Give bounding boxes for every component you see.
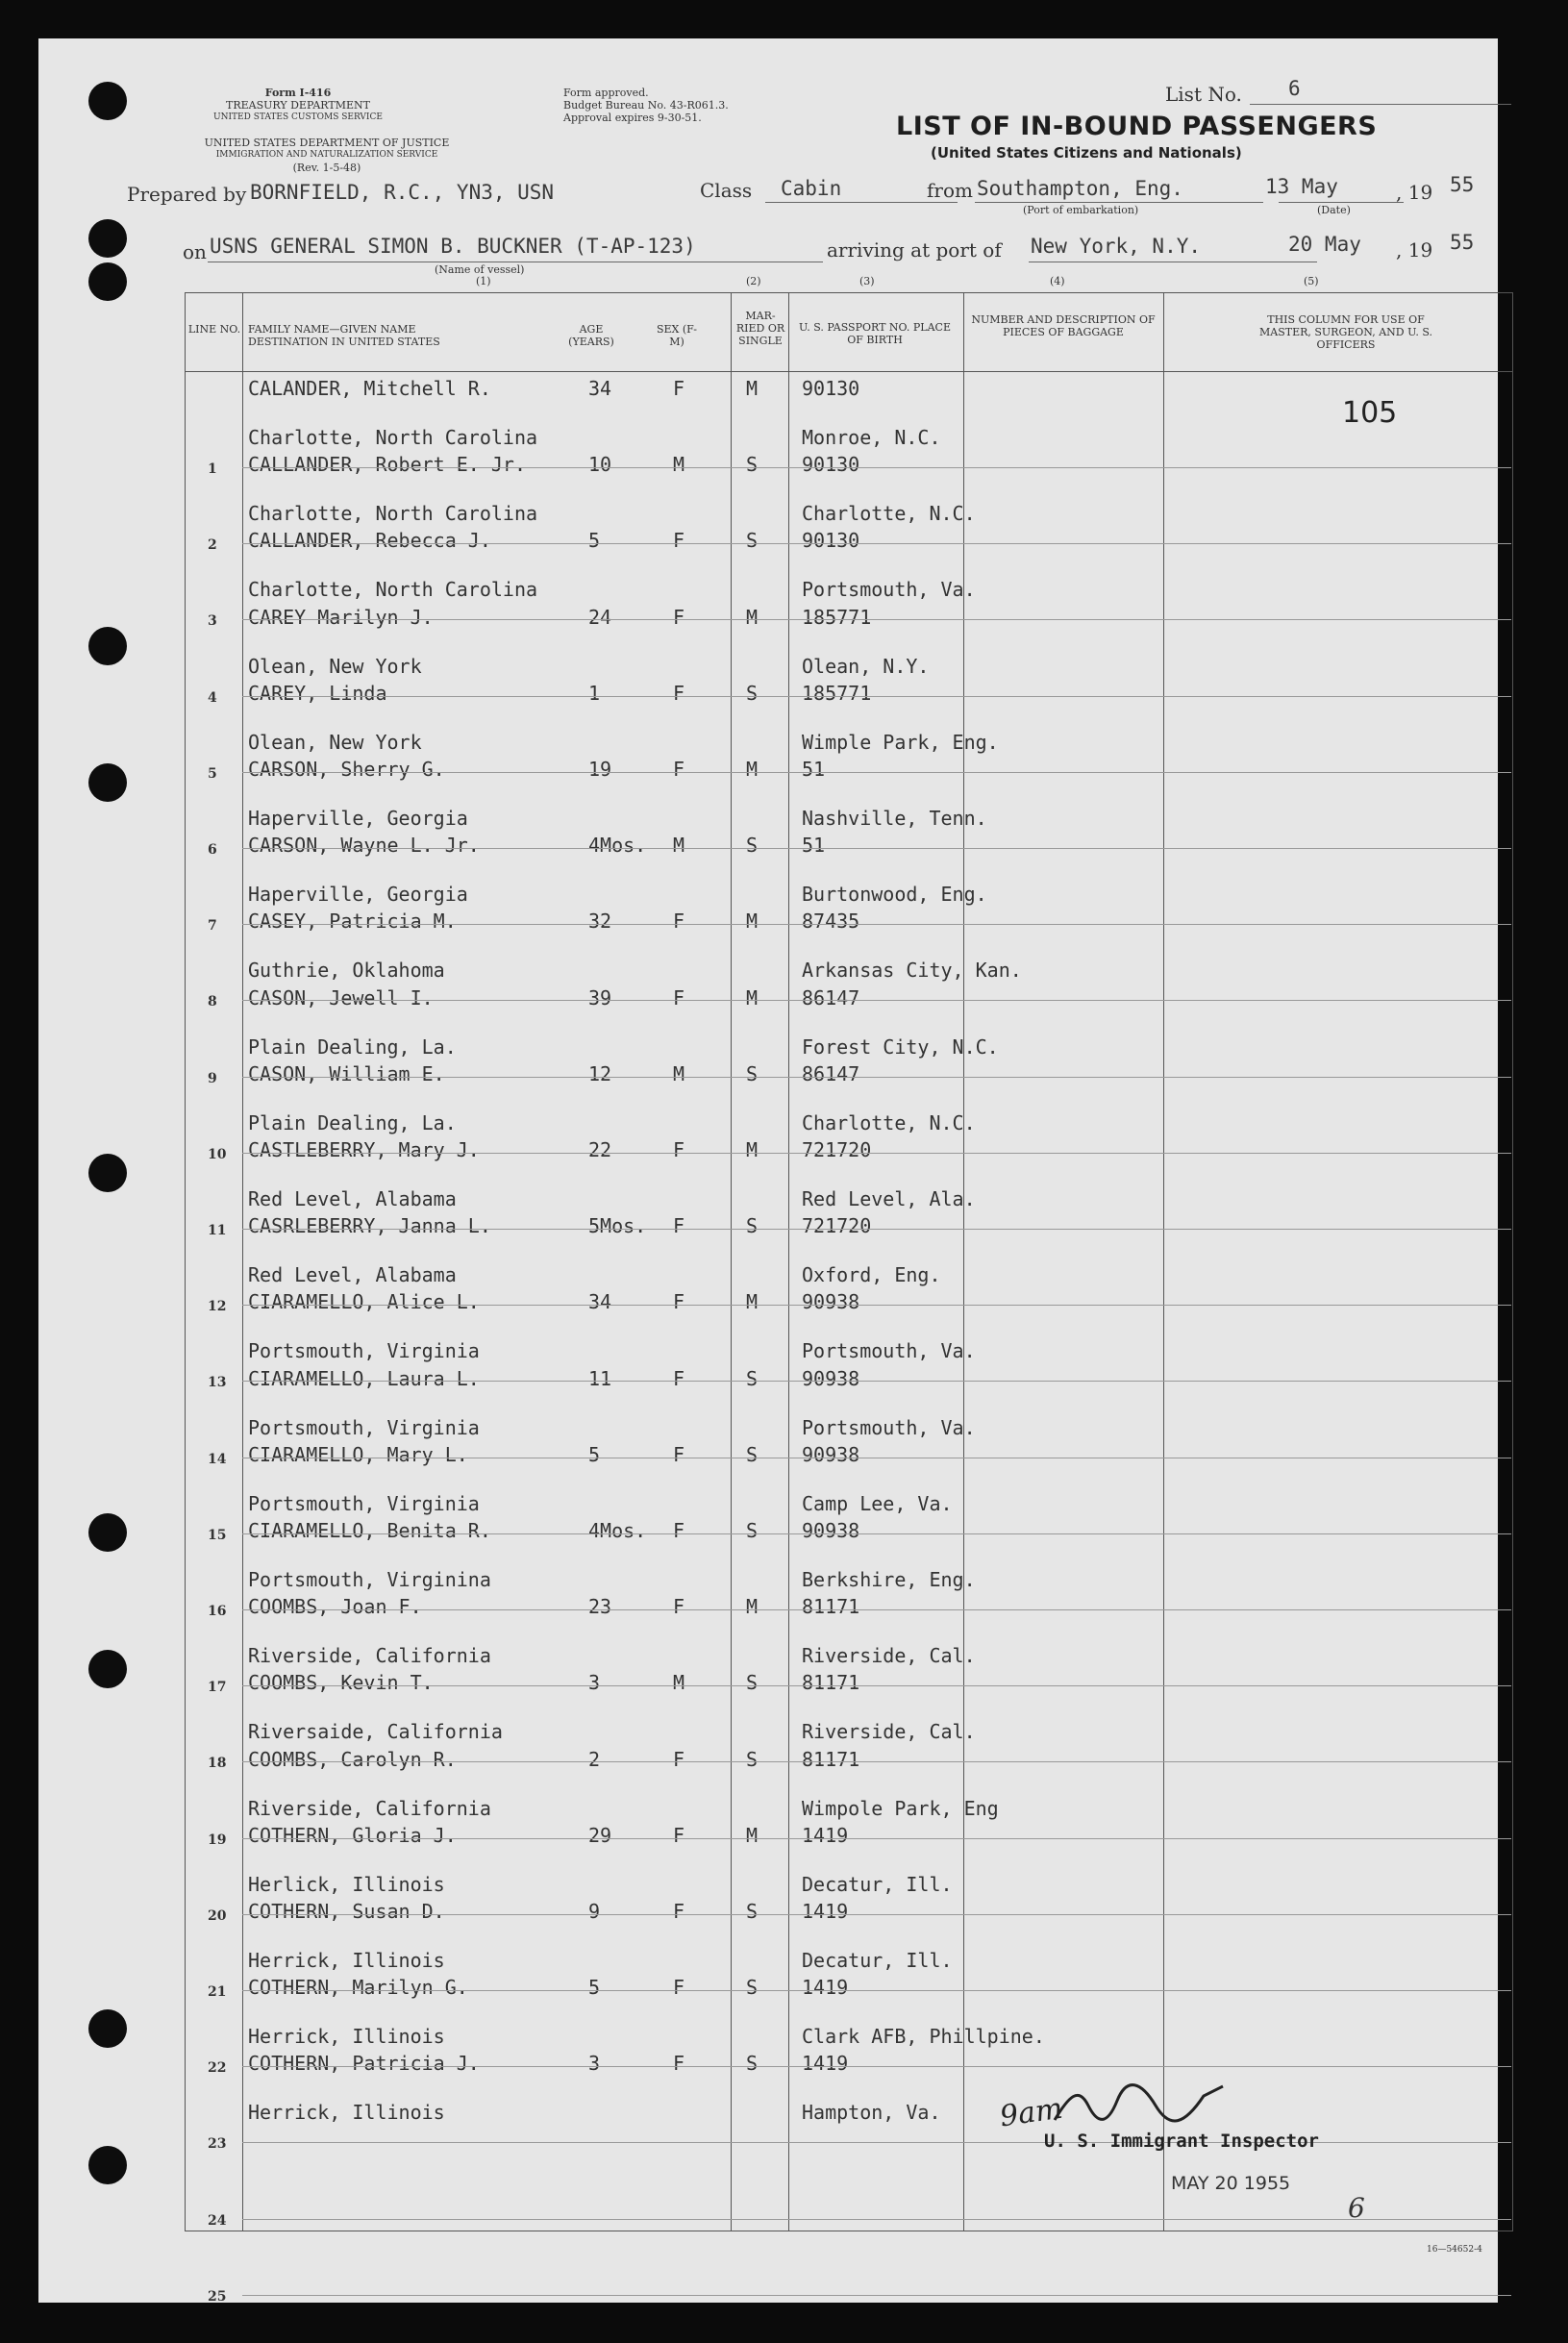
place-of-birth: Portsmouth, Va.	[802, 578, 976, 602]
place-of-birth: Clark AFB, Phillpine.	[802, 2025, 1045, 2049]
class-label: Class	[700, 179, 753, 202]
line-number: 16	[208, 1604, 227, 1619]
approval-expires: Approval expires 9-30-51.	[563, 112, 702, 124]
list-no-label: List No.	[1165, 83, 1242, 106]
line-number: 24	[208, 2212, 227, 2229]
line-number: 11	[208, 1223, 227, 1238]
passenger-age: 12	[588, 1061, 612, 1085]
passenger-age: 10	[588, 453, 612, 477]
embark-date: 13 May	[1265, 175, 1338, 198]
passenger-destination: Plain Dealing, La.	[248, 1110, 457, 1134]
revision: (Rev. 1-5-48)	[292, 162, 361, 174]
place-of-birth: Nashville, Tenn.	[802, 807, 987, 830]
passport-number: 86147	[802, 985, 860, 1009]
row-divider	[242, 2142, 1511, 2143]
row-divider	[242, 1077, 1511, 1078]
place-of-birth: Portsmouth, Va.	[802, 1339, 976, 1363]
passenger-name: CASON, Jewell I.	[248, 985, 434, 1009]
inspector-signature-icon	[1050, 2077, 1232, 2134]
line-number: 5	[208, 765, 217, 782]
prepared-value: BORNFIELD, R.C., YN3, USN	[250, 181, 555, 204]
line-number: 14	[208, 1451, 227, 1467]
passenger-destination: Riverside, California	[248, 1796, 491, 1820]
col-header-married: MAR-RIED OR SINGLE	[735, 310, 785, 347]
line-number: 4	[208, 689, 217, 706]
arrival-date: 20 May	[1288, 233, 1361, 256]
place-of-birth: Hampton, Va.	[802, 2101, 941, 2125]
date-caption: (Date)	[1317, 204, 1351, 216]
passenger-sex: M	[673, 1671, 685, 1695]
passenger-name: CIARAMELLO, Mary L.	[248, 1442, 468, 1466]
row-divider	[242, 543, 1511, 544]
passenger-age: 32	[588, 910, 612, 934]
row-divider	[242, 1000, 1511, 1001]
row-divider	[242, 1153, 1511, 1154]
place-of-birth: Olean, N.Y.	[802, 654, 930, 678]
line-number: 20	[208, 1907, 227, 1924]
line-number: 21	[208, 1984, 227, 2000]
passenger-age: 24	[588, 605, 612, 629]
justice-header	[183, 137, 471, 174]
line-number: 17	[208, 1680, 227, 1696]
passenger-sex: F	[673, 2052, 685, 2076]
row-divider	[242, 1914, 1511, 1915]
passenger-marital: M	[746, 758, 759, 781]
justice-dept: UNITED STATES DEPARTMENT OF JUSTICE	[204, 137, 450, 149]
place-of-birth: Portsmouth, Va.	[802, 1415, 976, 1439]
line-number: 6	[208, 842, 217, 858]
approval-block	[563, 87, 729, 124]
passport-number: 721720	[802, 1138, 872, 1161]
passport-number: 90938	[802, 1290, 860, 1314]
place-of-birth: Red Level, Ala.	[802, 1187, 976, 1210]
passenger-sex: F	[673, 1290, 685, 1314]
place-of-birth: Arkansas City, Kan.	[802, 959, 1022, 983]
passenger-name: CIARAMELLO, Alice L.	[248, 1290, 480, 1314]
page-number: 105	[1342, 396, 1398, 430]
passenger-name: CASRLEBERRY, Janna L.	[248, 1214, 491, 1238]
passenger-age: 4Mos.	[588, 834, 647, 858]
passenger-name: CARSON, Sherry G.	[248, 758, 445, 781]
passport-number: 81171	[802, 1747, 860, 1771]
inspector-label: U. S. Immigrant Inspector	[1044, 2131, 1319, 2152]
punch-hole	[88, 219, 127, 258]
manifest-page	[38, 38, 1498, 2303]
passenger-age: 11	[588, 1366, 612, 1390]
row-divider	[242, 1990, 1511, 1991]
passenger-destination: Herlick, Illinois	[248, 1872, 445, 1896]
treasury-dept: TREASURY DEPARTMENT	[226, 99, 370, 112]
passport-number: 1419	[802, 1976, 849, 2000]
col-header-baggage: NUMBER AND DESCRIPTION OF PIECES OF BAGGAGE	[971, 313, 1156, 338]
passenger-destination: Guthrie, Oklahoma	[248, 959, 445, 983]
line-number: 12	[208, 1299, 227, 1315]
passport-number: 51	[802, 758, 826, 781]
place-of-birth: Riverside, Cal.	[802, 1644, 976, 1668]
col-header-age: AGE (YEARS)	[568, 323, 614, 348]
line-number: 22	[208, 2060, 227, 2077]
row-divider	[242, 1305, 1511, 1306]
prepared-label: Prepared by	[127, 183, 247, 206]
col-header-name: FAMILY NAME—GIVEN NAME DESTINATION IN UNITED STATES	[248, 323, 440, 348]
passport-number: 185771	[802, 681, 872, 705]
passenger-marital: M	[746, 377, 759, 400]
passport-number: 1419	[802, 1823, 849, 1847]
line-number: 13	[208, 1375, 227, 1391]
col-header-officers: THIS COLUMN FOR USE OF MASTER, SURGEON, AND U. S. OFFICERS	[1258, 313, 1432, 351]
form-header-left	[173, 87, 423, 124]
passenger-age: 1	[588, 681, 601, 705]
list-no-value: 6	[1288, 77, 1301, 100]
line-number: 7	[208, 918, 217, 935]
arriving-label: arriving at port of	[827, 238, 1002, 262]
passenger-destination: Red Level, Alabama	[248, 1187, 457, 1210]
passenger-age: 5	[588, 529, 601, 553]
passenger-age: 5	[588, 1976, 601, 2000]
passenger-sex: F	[673, 1214, 685, 1238]
place-of-birth: Riverside, Cal.	[802, 1720, 976, 1744]
passenger-marital: S	[746, 1747, 759, 1771]
passenger-age: 5	[588, 1442, 601, 1466]
punch-hole	[88, 1154, 127, 1192]
passenger-marital: S	[746, 1061, 759, 1085]
passenger-marital: S	[746, 453, 759, 477]
row-divider	[242, 619, 1511, 620]
passenger-age: 34	[588, 377, 612, 400]
page-subtitle: (United States Citizens and Nationals)	[931, 144, 1242, 162]
passenger-sex: F	[673, 377, 685, 400]
passport-number: 81171	[802, 1595, 860, 1619]
passport-number: 185771	[802, 605, 872, 629]
line-number: 8	[208, 994, 217, 1010]
passenger-sex: F	[673, 1595, 685, 1619]
row-divider	[242, 696, 1511, 697]
passenger-name: CALLANDER, Robert E. Jr.	[248, 453, 526, 477]
passenger-age: 9	[588, 1900, 601, 1923]
row-divider	[242, 848, 1511, 849]
page-title: LIST OF IN-BOUND PASSENGERS	[896, 112, 1378, 141]
passenger-sex: F	[673, 1366, 685, 1390]
passenger-sex: F	[673, 1823, 685, 1847]
row-divider	[242, 924, 1511, 925]
passenger-destination: Charlotte, North Carolina	[248, 502, 538, 526]
place-of-birth: Camp Lee, Va.	[802, 1491, 953, 1515]
row-divider	[242, 2295, 1511, 2296]
passenger-marital: S	[746, 2052, 759, 2076]
passenger-marital: M	[746, 985, 759, 1009]
passenger-destination: Charlotte, North Carolina	[248, 578, 538, 602]
col-num-3: (3)	[859, 275, 875, 287]
passenger-name: CASTLEBERRY, Mary J.	[248, 1138, 480, 1161]
inspector-initials: 9am	[997, 2091, 1065, 2134]
passenger-destination: Herrick, Illinois	[248, 2101, 445, 2125]
passenger-sex: F	[673, 1747, 685, 1771]
line-number: 15	[208, 1527, 227, 1543]
form-approved: Form approved.	[563, 87, 649, 99]
passenger-destination: Herrick, Illinois	[248, 1949, 445, 1972]
from-label: from	[927, 179, 973, 202]
passenger-name: CARSON, Wayne L. Jr.	[248, 834, 480, 858]
footer-code: 16—54652-4	[1427, 2245, 1482, 2255]
col-header-line: LINE NO.	[187, 323, 241, 336]
passenger-sex: F	[673, 1442, 685, 1466]
place-of-birth: Oxford, Eng.	[802, 1263, 941, 1287]
passport-number: 90130	[802, 377, 860, 400]
passenger-marital: M	[746, 1290, 759, 1314]
passenger-name: CAREY Marilyn J.	[248, 605, 434, 629]
on-label: on	[183, 240, 207, 263]
vessel-name: USNS GENERAL SIMON B. BUCKNER (T-AP-123)	[210, 235, 696, 258]
passenger-sex: F	[673, 985, 685, 1009]
form-number: Form I-416	[264, 87, 332, 99]
passenger-name: CIARAMELLO, Benita R.	[248, 1519, 491, 1542]
passenger-destination: Portsmouth, Virginia	[248, 1415, 480, 1439]
passenger-marital: S	[746, 1976, 759, 2000]
place-of-birth: Decatur, Ill.	[802, 1872, 953, 1896]
place-of-birth: Berkshire, Eng.	[802, 1568, 976, 1591]
passport-number: 86147	[802, 1061, 860, 1085]
passport-number: 90130	[802, 453, 860, 477]
punch-hole	[88, 82, 127, 120]
passenger-age: 22	[588, 1138, 612, 1161]
passenger-marital: M	[746, 910, 759, 934]
passenger-age: 19	[588, 758, 612, 781]
row-divider	[242, 1838, 1511, 1839]
passenger-destination: Red Level, Alabama	[248, 1263, 457, 1287]
passenger-name: COTHERN, Susan D.	[248, 1900, 445, 1923]
line-number: 2	[208, 537, 217, 554]
passenger-marital: M	[746, 1138, 759, 1161]
year-prefix-1: , 19	[1396, 181, 1433, 204]
passenger-destination: Haperville, Georgia	[248, 883, 468, 907]
passenger-marital: S	[746, 1671, 759, 1695]
passenger-marital: S	[746, 1900, 759, 1923]
passport-number: 87435	[802, 910, 860, 934]
passenger-marital: S	[746, 1519, 759, 1542]
place-of-birth: Burtonwood, Eng.	[802, 883, 987, 907]
punch-hole	[88, 1513, 127, 1552]
row-divider	[242, 1685, 1511, 1686]
passenger-destination: Portsmouth, Virginia	[248, 1491, 480, 1515]
col-num-1: (1)	[476, 275, 491, 287]
passenger-destination: Olean, New York	[248, 730, 422, 754]
passenger-sex: F	[673, 1519, 685, 1542]
passenger-name: COTHERN, Marilyn G.	[248, 1976, 468, 2000]
place-of-birth: Decatur, Ill.	[802, 1949, 953, 1972]
passenger-sex: M	[673, 1061, 685, 1085]
row-divider	[242, 1609, 1511, 1610]
passenger-name: COTHERN, Gloria J.	[248, 1823, 457, 1847]
passport-number: 90938	[802, 1442, 860, 1466]
passenger-name: COOMBS, Kevin T.	[248, 1671, 434, 1695]
passenger-marital: S	[746, 681, 759, 705]
passenger-marital: S	[746, 1366, 759, 1390]
passport-number: 90130	[802, 529, 860, 553]
customs-service: UNITED STATES CUSTOMS SERVICE	[213, 112, 383, 122]
place-of-birth: Charlotte, N.C.	[802, 1110, 976, 1134]
passenger-marital: M	[746, 1595, 759, 1619]
passenger-name: COTHERN, Patricia J.	[248, 2052, 480, 2076]
punch-hole	[88, 2009, 127, 2048]
line-number: 9	[208, 1070, 217, 1086]
passenger-age: 34	[588, 1290, 612, 1314]
passenger-destination: Charlotte, North Carolina	[248, 426, 538, 449]
passenger-sex: F	[673, 1976, 685, 2000]
passenger-age: 4Mos.	[588, 1519, 647, 1542]
budget-bureau: Budget Bureau No. 43-R061.3.	[563, 99, 729, 112]
passenger-name: CALLANDER, Rebecca J.	[248, 529, 491, 553]
row-divider	[242, 772, 1511, 773]
row-divider	[242, 1229, 1511, 1230]
passenger-age: 3	[588, 2052, 601, 2076]
col-header-passport: U. S. PASSPORT NO. PLACE OF BIRTH	[798, 321, 952, 346]
class-value: Cabin	[781, 177, 842, 200]
arrival-year: 55	[1450, 231, 1475, 254]
passenger-sex: F	[673, 529, 685, 553]
line-number: 23	[208, 2136, 227, 2153]
passenger-marital: S	[746, 1214, 759, 1238]
passenger-sex: M	[673, 453, 685, 477]
punch-hole	[88, 763, 127, 802]
passenger-marital: M	[746, 605, 759, 629]
col-num-2: (2)	[746, 275, 761, 287]
passenger-marital: S	[746, 529, 759, 553]
vessel-caption: (Name of vessel)	[435, 263, 525, 276]
punch-hole	[88, 1650, 127, 1688]
passenger-destination: Riverside, California	[248, 1644, 491, 1668]
passenger-age: 3	[588, 1671, 601, 1695]
col-num-5: (5)	[1304, 275, 1319, 287]
row-divider	[242, 2066, 1511, 2067]
row-divider	[242, 1381, 1511, 1382]
passenger-sex: F	[673, 681, 685, 705]
passenger-sex: M	[673, 834, 685, 858]
passenger-sex: F	[673, 605, 685, 629]
row-divider	[242, 467, 1511, 468]
passport-number: 81171	[802, 1671, 860, 1695]
stamp-date: MAY 20 1955	[1171, 2173, 1291, 2194]
passport-number: 721720	[802, 1214, 872, 1238]
passenger-marital: M	[746, 1823, 759, 1847]
place-of-birth: Wimpole Park, Eng	[802, 1796, 999, 1820]
passenger-name: CALANDER, Mitchell R.	[248, 377, 491, 400]
passenger-sex: F	[673, 1138, 685, 1161]
passport-number: 1419	[802, 1900, 849, 1923]
passenger-age: 29	[588, 1823, 612, 1847]
punch-hole	[88, 627, 127, 665]
passenger-destination: Portsmouth, Virginia	[248, 1339, 480, 1363]
passenger-sex: F	[673, 910, 685, 934]
col-header-sex: SEX (F-M)	[656, 323, 698, 348]
passenger-age: 39	[588, 985, 612, 1009]
year-prefix-2: , 19	[1396, 238, 1433, 262]
passenger-sex: F	[673, 758, 685, 781]
passenger-sex: F	[673, 1900, 685, 1923]
from-value: Southampton, Eng.	[977, 177, 1183, 200]
place-of-birth: Charlotte, N.C.	[802, 502, 976, 526]
passenger-destination: Herrick, Illinois	[248, 2025, 445, 2049]
passenger-destination: Olean, New York	[248, 654, 422, 678]
passport-number: 51	[802, 834, 826, 858]
passenger-marital: S	[746, 1442, 759, 1466]
passport-number: 90938	[802, 1366, 860, 1390]
passenger-name: CASEY, Patricia M.	[248, 910, 457, 934]
passenger-name: CAREY, Linda	[248, 681, 387, 705]
punch-hole	[88, 2146, 127, 2184]
passenger-destination: Plain Dealing, La.	[248, 1034, 457, 1059]
passenger-age: 5Mos.	[588, 1214, 647, 1238]
passenger-destination: Portsmouth, Virginina	[248, 1568, 491, 1591]
immigration-service: IMMIGRATION AND NATURALIZATION SERVICE	[215, 150, 438, 160]
line-number: 3	[208, 613, 217, 630]
punch-hole	[88, 262, 127, 301]
passport-number: 1419	[802, 2052, 849, 2076]
embark-year: 55	[1450, 173, 1475, 196]
passenger-name: COOMBS, Carolyn R.	[248, 1747, 457, 1771]
line-number: 10	[208, 1146, 227, 1162]
embark-caption: (Port of embarkation)	[1023, 204, 1139, 216]
col-num-4: (4)	[1050, 275, 1065, 287]
passenger-age: 23	[588, 1595, 612, 1619]
line-number: 18	[208, 1756, 227, 1772]
row-divider	[242, 1533, 1511, 1534]
arrival-port: New York, N.Y.	[1031, 235, 1202, 258]
handwritten-mark: 6	[1348, 2192, 1365, 2224]
passenger-destination: Haperville, Georgia	[248, 807, 468, 830]
passenger-age: 2	[588, 1747, 601, 1771]
passenger-destination: Riversaide, California	[248, 1720, 503, 1744]
row-divider	[242, 2219, 1511, 2220]
row-divider	[242, 1761, 1511, 1762]
passenger-name: CASON, William E.	[248, 1061, 445, 1085]
place-of-birth: Monroe, N.C.	[802, 426, 941, 449]
passport-number: 90938	[802, 1519, 860, 1542]
passenger-name: CIARAMELLO, Laura L.	[248, 1366, 480, 1390]
line-number: 19	[208, 1832, 227, 1848]
place-of-birth: Forest City, N.C.	[802, 1034, 999, 1059]
line-number: 25	[208, 2288, 227, 2305]
line-number: 1	[208, 461, 217, 477]
passenger-marital: S	[746, 834, 759, 858]
place-of-birth: Wimple Park, Eng.	[802, 730, 999, 754]
passenger-name: COOMBS, Joan F.	[248, 1595, 422, 1619]
